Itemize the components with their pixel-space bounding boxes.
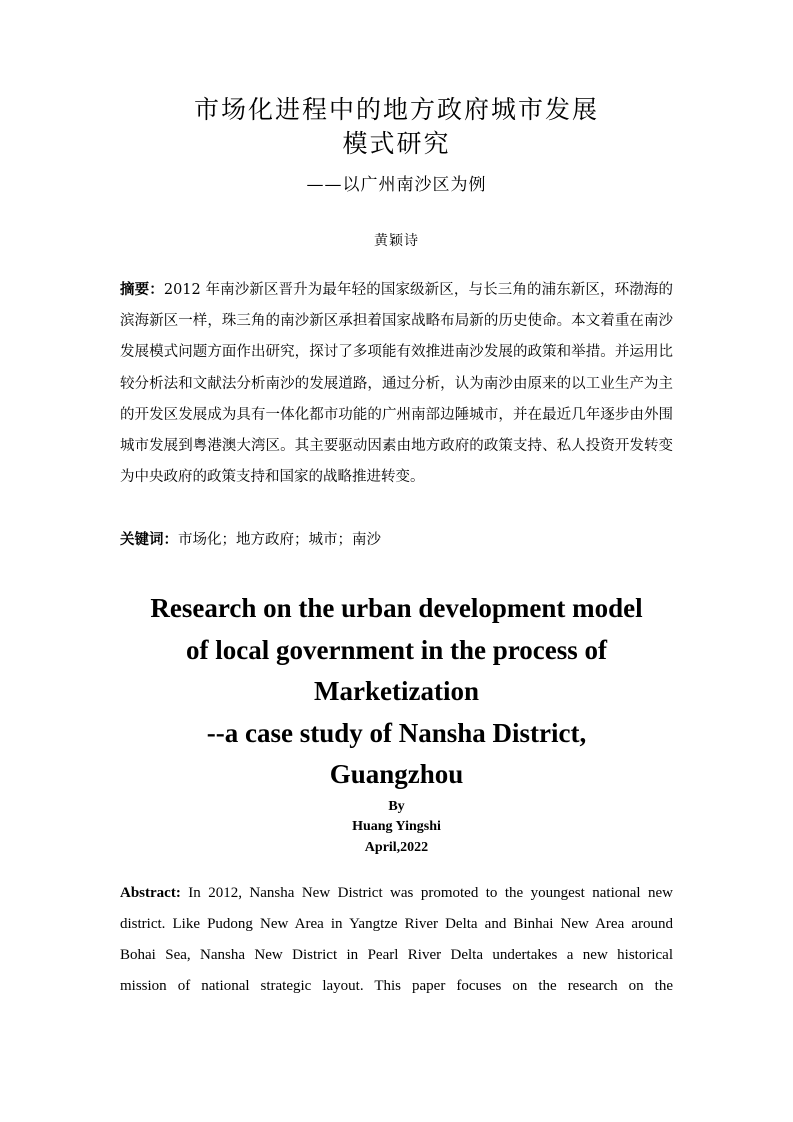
chinese-subtitle: ——以广州南沙区为例 bbox=[306, 175, 487, 195]
chinese-keywords-label: 关键词： bbox=[120, 532, 178, 548]
english-title-line: Guangzhou bbox=[329, 759, 464, 789]
chinese-keywords-text: 市场化；地方政府；城市；南沙 bbox=[178, 532, 381, 548]
chinese-title-line-2: 模式研究 bbox=[342, 129, 451, 158]
english-date: April,2022 bbox=[364, 840, 429, 855]
chinese-abstract-text: 2012 年南沙新区晋升为最年轻的国家级新区，与长三角的浦东新区，环渤海的滨海新区一样，珠三角的南沙新区承担着国家战略布局新的历史使命。本文着重在南沙发展模式问题方面作出研究，探讨了多项能有效推进南沙发展的政策和举措。并运用比较分析法和文献法分析南沙的发展道路，通过分析，认为南沙由原来的以工业生产为主的开发区发展成为具有一体化都市功能的广州南部边陲城市，并在最近几年逐步由外围城市发展到粤港澳大湾区。其主要驱动因素由地方政府的政策支持、私人投资开发转变为中央政府的政策支持和国家的战略推进转变。 bbox=[120, 282, 673, 486]
chinese-author: 黄颖诗 bbox=[374, 233, 419, 249]
chinese-abstract bbox=[120, 275, 673, 493]
english-title-line: --a case study of Nansha District, bbox=[206, 717, 587, 748]
english-title-line: Research on the urban development model bbox=[150, 593, 643, 623]
english-abstract bbox=[120, 878, 673, 1002]
chinese-keywords bbox=[120, 528, 673, 552]
english-title bbox=[40, 588, 753, 796]
english-abstract-line-4: mission of national strategic layout. This paper focuses on the research on the bbox=[120, 978, 673, 994]
english-abstract-line-3: Bohai Sea, Nansha New District in Pearl River Delta undertakes a new historical bbox=[120, 947, 673, 963]
english-author: Huang Yingshi bbox=[352, 819, 441, 834]
chinese-title-line-1: 市场化进程中的地方政府城市发展 bbox=[193, 95, 599, 124]
chinese-abstract-label: 摘要： bbox=[120, 282, 164, 298]
english-title-line: of local government in the process of bbox=[186, 634, 607, 665]
english-abstract-line-2: district. Like Pudong New Area in Yangtze River Delta and Binhai New Area around bbox=[120, 916, 673, 932]
english-abstract-label: Abstract: bbox=[120, 885, 181, 901]
english-title-line: Marketization bbox=[314, 676, 479, 706]
english-abstract-line-1: Abstract: In 2012, Nansha New District was promoted to the youngest national new bbox=[120, 885, 674, 901]
english-by: By bbox=[388, 799, 405, 814]
